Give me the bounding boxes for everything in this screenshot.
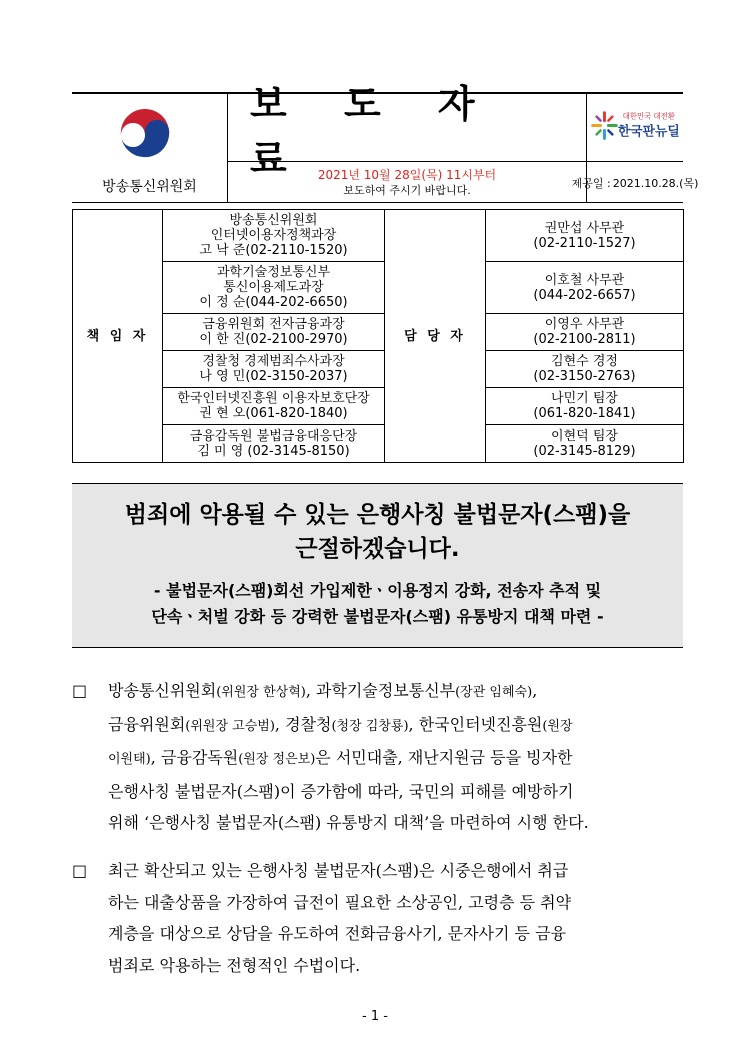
- release-info: [228, 162, 586, 203]
- body-paragraph-2: [72, 855, 683, 981]
- headline-box: [72, 483, 683, 648]
- paragraph-line: 은행사칭 불법문자(스팸)이 증가함에 따라, 국민의 피해를 예방하기: [108, 781, 574, 801]
- staff-cell: 나민기 팀장 (061-820-1841): [486, 388, 684, 425]
- staff-cell: 이호철 사무관 (044-202-6657): [486, 262, 684, 314]
- table-row: [73, 388, 684, 425]
- org-name: 방송통신위원회: [102, 179, 197, 195]
- table-row: [73, 351, 684, 388]
- spark-icon: [593, 113, 617, 139]
- table-row: [73, 425, 684, 463]
- release-note: 보도하여 주시기 바랍니다.: [343, 184, 471, 197]
- release-date: [571, 162, 699, 203]
- staff-cell: 권만섭 사무관 (02-2110-1527): [486, 210, 684, 262]
- press-header: [72, 80, 699, 203]
- kcc-logo-area: [72, 94, 227, 203]
- table-row: [73, 210, 684, 262]
- responsible-cell: 방송통신위원회 인터넷이용자정책과장 고 낙 준(02-2110-1520): [163, 210, 385, 262]
- subheadline-line-2: 단속ㆍ처벌 강화 등 강력한 불법문자(스팸) 유통방지 대책 마련 -: [151, 607, 604, 626]
- table-row: [73, 314, 684, 351]
- headline-line-2: 근절하겠습니다.: [295, 536, 460, 562]
- paragraph-line: 계층을 대상으로 상담을 유도하여 전화금융사기, 문자사기 등 금융: [108, 924, 567, 943]
- paragraph-line: 방송통신위원회(위원장 한상혁), 과학기술정보통신부(장관 임혜숙),: [108, 681, 538, 700]
- knd-big-text: 한국판뉴딜: [617, 124, 680, 140]
- body-paragraph-1: [72, 675, 683, 839]
- square-bullet-icon: □: [72, 681, 88, 700]
- responsible-cell: 금융위원회 전자금융과장 이 한 진(02-2100-2970): [163, 314, 385, 351]
- paragraph-line: 하는 대출상품을 가장하여 급전이 필요한 소상공인, 고령층 등 취약: [108, 892, 572, 912]
- paragraph-line: 위해 ‘은행사칭 불법문자(스팸) 유통방지 대책’을 마련하여 시행 한다.: [108, 813, 589, 832]
- paragraph-line: 금융위원회(위원장 고승범), 경찰청(청장 김창룡), 한국인터넷진흥원(원장: [108, 714, 573, 734]
- korean-new-deal-logo: [587, 94, 683, 161]
- responsible-cell: 한국인터넷진흥원 이용자보호단장 권 현 오(061-820-1840): [163, 388, 385, 425]
- square-bullet-icon: □: [72, 861, 88, 880]
- staff-cell: 김현수 경정 (02-3150-2763): [486, 351, 684, 388]
- doc-type-area: [227, 80, 587, 203]
- staff-cell: 이현덕 팀장 (02-3145-8129): [486, 425, 684, 463]
- knd-logo-area: [571, 94, 699, 203]
- responsible-cell: 경찰청 경제범죄수사과장 나 영 민(02-3150-2037): [163, 351, 385, 388]
- paragraph-line: 최근 확산되고 있는 은행사칭 불법문자(스팸)은 시중은행에서 취급: [108, 861, 569, 880]
- page-number: - 1 -: [362, 1009, 388, 1024]
- release-time: 2021년 10월 28일(목) 11시부터: [317, 168, 497, 182]
- staff-cell: 이영우 사무관 (02-2100-2811): [486, 314, 684, 351]
- paragraph-line: 이원태), 금융감독원(원장 정은보)은 서민대출, 재난지원금 등을 빙자한: [108, 748, 573, 767]
- responsible-label: 책 임 자: [73, 210, 163, 463]
- contact-table: [72, 209, 684, 463]
- subheadline-line-1: - 불법문자(스팸)회선 가입제한ㆍ이용정지 강화, 전송자 추적 및: [153, 581, 602, 600]
- paragraph-line: 범죄로 악용하는 전형적인 수법이다.: [108, 955, 361, 975]
- knd-logo: [587, 94, 683, 162]
- doc-type-title: 보 도 자 료: [250, 80, 497, 181]
- headline-line-1: 범죄에 악용될 수 있는 은행사칭 불법문자(스팸)을: [124, 502, 631, 528]
- contact-label: 담 당 자: [385, 210, 486, 463]
- responsible-cell: 금융감독원 불법금융대응단장 김 미 영 (02-3145-8150): [163, 425, 385, 463]
- taegeuk-emblem-icon: [117, 106, 173, 162]
- date-value: 2021.10.28.(목): [612, 176, 699, 190]
- date-label: 제공일 :: [571, 176, 611, 190]
- responsible-cell: 과학기술정보통신부 통신이용제도과장 이 정 순(044-202-6650): [163, 262, 385, 314]
- table-row: [73, 262, 684, 314]
- knd-small-text: 대한민국 대전환: [622, 111, 675, 121]
